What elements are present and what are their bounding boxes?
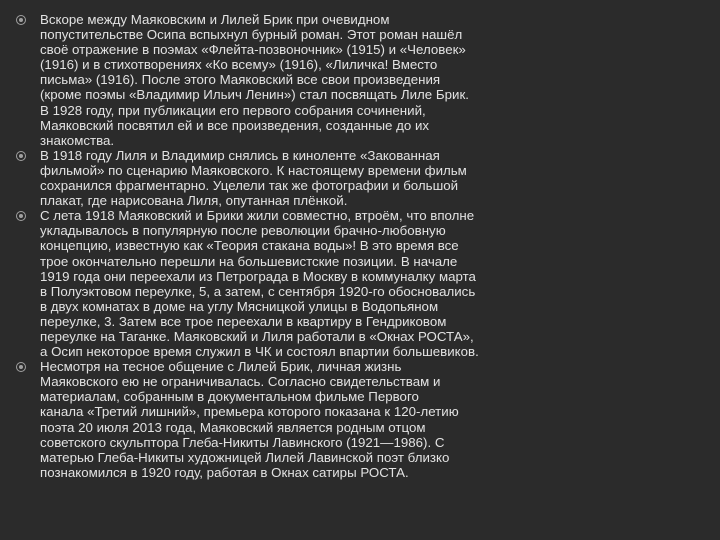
bullet-item-1 [16,12,576,148]
circle-bullet-icon [16,151,26,161]
bullet-text: С лета 1918 Маяковский и Брики жили совместно, втроём, что вполне укладывалось в популярную после революции брачно-любовную концепцию, известную как «Теория стакана воды»! В это время все трое окончательно перешли на большевистские позиции. В начале 1919 года они переехали из Петрограда в Москву в коммуналку марта в Полуэктовом переулке, 5, а затем, с сентября 1920-го обосновались в двух комнатах в доме на углу Мясницкой улицы в Водопьяном переулке, 3. Затем все трое переехали в квартиру в Гендриковом переулке на Таганке. Маяковский и Лиля работали в «Окнах РОСТА», а Осип некоторое время служил в ЧК и состоял впартии большевиков. [40,208,479,360]
bullet-list [16,12,576,480]
bullet-item-4 [16,359,576,480]
circle-bullet-icon [16,362,26,372]
circle-bullet-icon [16,15,26,25]
bullet-item-3 [16,208,576,359]
circle-bullet-icon [16,211,26,221]
bullet-text: Несмотря на тесное общение с Лилей Брик, личная жизнь Маяковского ею не ограничивалась. Согласно свидетельствам и материалам, собранным в документальном фильме Первого канала «Третий лишний», премьера которого показана к 120-летию поэта 20 июля 2013 года, Маяковский является родным отцом советского скульптора Глеба-Никиты Лавинского (1921—1986). С матерью Глеба-Никиты художницей Лилей Лавинской поэт близко познакомился в 1920 году, работая в Окнах сатиры РОСТА. [40,359,459,480]
bullet-item-2 [16,148,576,208]
bullet-text: В 1918 году Лиля и Владимир снялись в киноленте «Закованная фильмой» по сценарию Маяковского. К настоящему времени фильм сохранился фрагментарно. Уцелели так же фотографии и большой плакат, где нарисована Лиля, опутанная плёнкой. [40,147,467,209]
bullet-text: Вскоре между Маяковским и Лилей Брик при очевидном попустительстве Осипа вспыхнул бурный роман. Этот роман нашёл своё отражение в поэмах «Флейта-позвоночник» (1915) и «Человек» (1916) и в стихотворениях «Ко всему» (1916), «Лиличка! Вместо письма» (1916). После этого Маяковский все свои произведения (кроме поэмы «Владимир Ильич Ленин») стал посвящать Лиле Брик. В 1928 году, при публикации его первого собрания сочинений, Маяковский посвятил ей и все произведения, созданные до их знакомства. [40,12,469,148]
